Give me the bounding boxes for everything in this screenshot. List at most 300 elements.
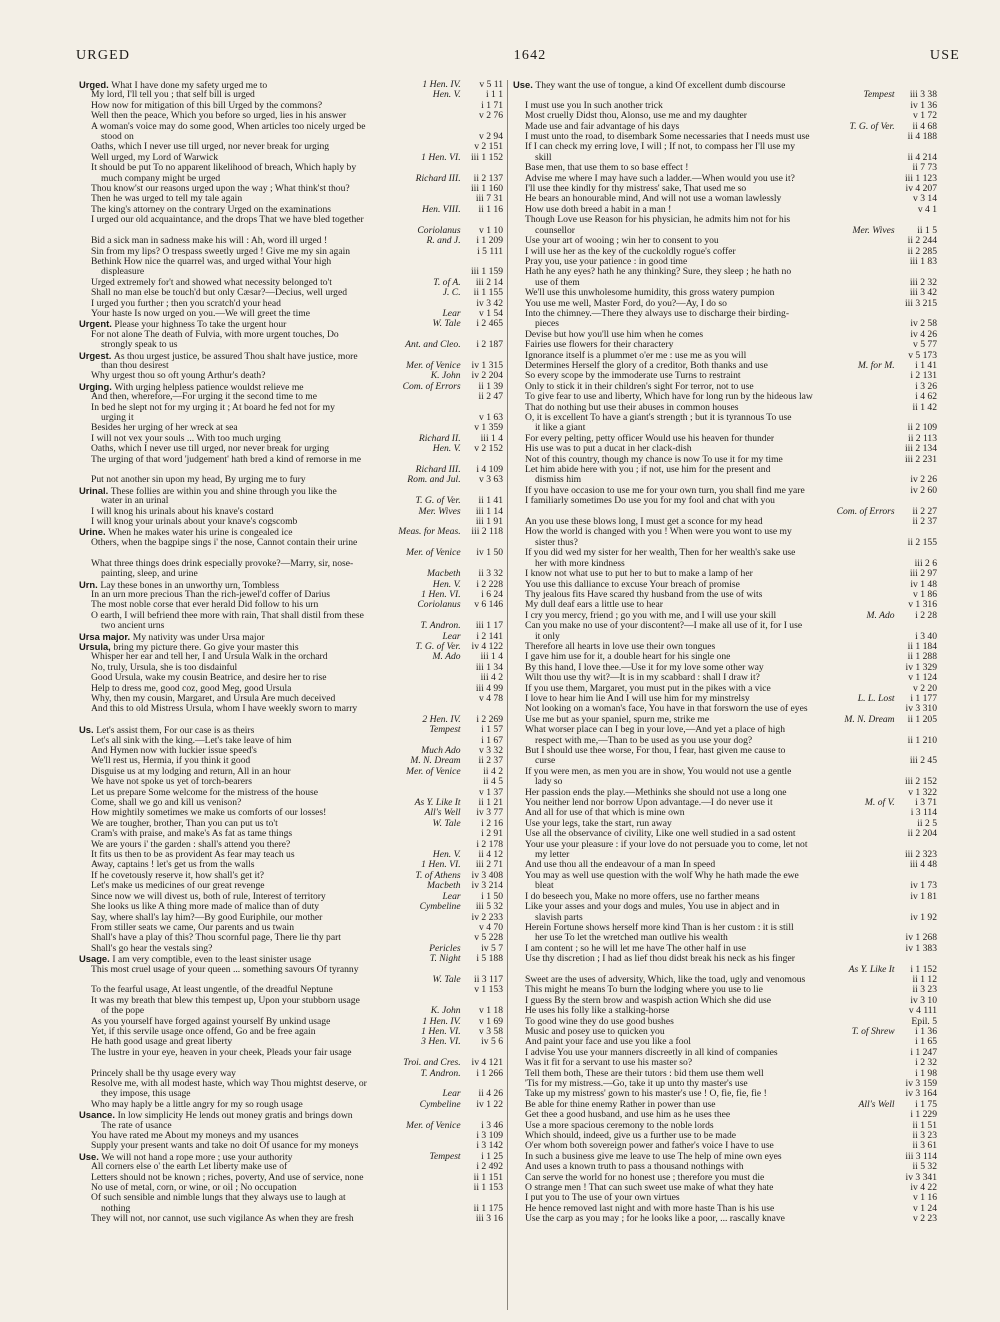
- act-scene-line: iv 2 233: [471, 912, 503, 923]
- concordance-entry: [513, 527, 937, 537]
- play-title: All's Well: [424, 808, 463, 819]
- play-title: M. for M.: [857, 360, 897, 371]
- concordance-entry: [513, 808, 937, 818]
- citation: [893, 684, 937, 694]
- citation: [459, 684, 503, 694]
- quotation-text: I must unto the road, to disembark Some necessaries that I needs must use: [525, 132, 810, 143]
- citation: [416, 1100, 503, 1110]
- quotation-text: From stiller seats we came, Our parents and us twain: [91, 922, 295, 933]
- concordance-entry: [513, 704, 937, 714]
- quotation-text: Herein Fortune shows herself more kind Than is her custom : it is still: [525, 922, 794, 933]
- act-scene-line: v 1 18: [479, 1006, 503, 1017]
- quotation-text: In low simplicity He lends out money gratis and brings down: [117, 1110, 353, 1121]
- quotation-text: Use your legs, take the start, run away: [525, 818, 672, 829]
- quotation-text: Not looking on a woman's face, You have in that forsworn the use of eyes: [525, 704, 808, 715]
- citation: [459, 933, 503, 943]
- quotation-text: Then he was urged to tell my tale again: [91, 194, 243, 205]
- act-scene-line: v 1 24: [913, 1203, 937, 1214]
- act-scene-line: ii 1 155: [473, 288, 503, 299]
- concordance-entry: [513, 403, 937, 413]
- act-scene-line: ii 2 47: [478, 392, 503, 403]
- citation: [459, 829, 503, 839]
- concordance-entry: [513, 340, 937, 350]
- act-scene-line: iii 1 34: [475, 662, 503, 673]
- citation: [411, 871, 503, 881]
- concordance-entry: [513, 413, 937, 423]
- citation: [438, 1089, 503, 1099]
- quotation-text: Like your asses and your dogs and mules, You use in abject and in: [525, 902, 780, 913]
- act-scene-line: ii 1 151: [473, 1172, 503, 1183]
- citation: [425, 944, 503, 954]
- concordance-entry: [513, 278, 937, 288]
- citation: [893, 590, 937, 600]
- concordance-entry: [513, 1162, 937, 1172]
- play-title: Lear: [442, 631, 463, 642]
- citation: [893, 580, 937, 590]
- headword: Use.: [513, 80, 536, 90]
- concordance-entry: [79, 1121, 503, 1131]
- concordance-entry: [513, 548, 937, 558]
- quotation-text: Ignorance itself is a plummet o'er me : use me as you will: [525, 350, 747, 361]
- quotation-text: We are yours i' the garden : shall's attend you there?: [91, 839, 291, 850]
- quotation-text: For every pelting, petty officer Would use his heaven for thunder: [525, 433, 775, 444]
- act-scene-line: v 1 10: [479, 225, 503, 236]
- act-scene-line: ii 1 205: [907, 714, 937, 725]
- play-title: 3 Hen. VI.: [421, 1037, 463, 1048]
- concordance-entry: [513, 434, 937, 444]
- quotation-text: Letters should not be known ; riches, poverty, And use of service, none: [91, 1172, 364, 1183]
- citation: [893, 829, 937, 839]
- citation: [412, 465, 503, 475]
- concordance-entry: [513, 736, 937, 746]
- citation: [418, 715, 503, 725]
- act-scene-line: Epil. 5: [911, 1016, 937, 1027]
- quotation-text: slavish parts: [535, 912, 583, 923]
- quotation-text: And paint your face and use you like a fool: [525, 1037, 691, 1048]
- quotation-text: I will not vex your souls ... With too much urging: [91, 433, 281, 444]
- act-scene-line: i 2 178: [476, 839, 503, 850]
- quotation-text: stood on: [101, 132, 134, 143]
- concordance-entry: [79, 881, 503, 891]
- concordance-entry: [513, 725, 937, 735]
- quotation-text: These follies are within you and shine through you like the: [110, 485, 337, 497]
- quotation-text: If he covetously reserve it, how shall's get it?: [91, 870, 265, 881]
- play-title: M. Ado: [866, 610, 897, 621]
- citation: [893, 652, 937, 662]
- quotation-text: counsellor: [535, 225, 575, 236]
- quotation-text: Others, when the bagpipe sings i' the nose, Cannot contain their urine: [91, 537, 358, 548]
- concordance-entry: [513, 247, 937, 257]
- act-scene-line: i 3 40: [915, 631, 937, 642]
- citation: [893, 257, 937, 267]
- quotation-text: You neither lend nor borrow Upon advantage.—I do never use it: [525, 798, 773, 809]
- concordance-entry: [513, 860, 937, 870]
- quotation-text: Determines Herself the glory of a creditor, Both thanks and use: [525, 360, 768, 371]
- quotation-text: Shall's go hear the vestals sing?: [91, 943, 213, 954]
- citation: [893, 569, 937, 579]
- act-scene-line: iv 3 214: [471, 881, 503, 892]
- act-scene-line: ii 1 51: [912, 1120, 937, 1131]
- play-title: T. of A.: [433, 277, 463, 288]
- quotation-text: I will use her as the key of the cuckoldly rogue's coffer: [525, 246, 736, 257]
- citation: [893, 382, 937, 392]
- concordance-entry: [513, 746, 937, 756]
- play-title: Lear: [442, 1089, 463, 1100]
- citation: [893, 236, 937, 246]
- quotation-text: I urged you further ; then you scratch'd your head: [91, 298, 281, 309]
- concordance-entry: [79, 985, 503, 995]
- act-scene-line: iv 1 22: [476, 1099, 503, 1110]
- citation: [429, 319, 503, 329]
- concordance-entry: [79, 247, 503, 257]
- quotation-text: Let us prepare Some welcome for the mistress of the house: [91, 787, 318, 798]
- citation: [893, 913, 937, 923]
- concordance-entry: [513, 621, 937, 631]
- act-scene-line: iv 1 92: [910, 912, 937, 923]
- left-column: [79, 80, 503, 1225]
- act-scene-line: v 5 77: [913, 340, 937, 351]
- quotation-text: water in an urinal: [101, 496, 169, 507]
- concordance-entry: [513, 1089, 937, 1099]
- concordance-entry: [79, 736, 503, 746]
- right-column: [513, 80, 937, 1225]
- act-scene-line: v 3 14: [913, 194, 937, 205]
- quotation-text: We'll use this unwholesome humidity, this gross watery pumpion: [525, 288, 775, 299]
- act-scene-line: ii 1 153: [473, 1183, 503, 1194]
- play-title: Mer. of Venice: [405, 766, 463, 777]
- citation: [429, 975, 503, 985]
- concordance-entry: [79, 632, 503, 642]
- quotation-text: Lay these bones in an unworthy urn, Tombless: [100, 579, 280, 590]
- act-scene-line: v 1 16: [913, 1193, 937, 1204]
- concordance-entry: [513, 798, 937, 808]
- play-title: T. of Athens: [415, 870, 463, 881]
- concordance-entry: [79, 933, 503, 943]
- act-scene-line: ii 2 27: [912, 506, 937, 517]
- citation: [893, 808, 937, 818]
- play-title: Hen. VIII.: [421, 204, 463, 215]
- concordance-entry: [513, 288, 937, 298]
- quotation-text: In bed he slept not for my urging it ; At board he fed not for my: [91, 402, 335, 413]
- citation: [459, 267, 503, 277]
- citation: [418, 205, 503, 215]
- concordance-entry: [79, 1089, 503, 1099]
- citation: [403, 475, 503, 485]
- quotation-text: I familiarly sometimes Do use you for my fool and chat with you: [525, 496, 775, 507]
- quotation-text: Away, captains ! let's get us from the walls: [91, 860, 255, 871]
- quotation-text: Not of this country, though my chance is now To use it for my time: [525, 454, 783, 465]
- citation: [893, 1162, 937, 1172]
- quotation-text: When he makes water his urine is congealed ice: [108, 527, 293, 538]
- quotation-text: Bid a sick man in sadness make his will : Ah, word ill urged !: [91, 236, 328, 247]
- quotation-text: This might he means To burn the lodging where you use to lie: [525, 985, 763, 996]
- quotation-text: lady so: [535, 777, 563, 788]
- act-scene-line: iv 4 22: [910, 1183, 937, 1194]
- quotation-text: Let him abide here with you ; if not, use him for the present and: [525, 465, 771, 476]
- concordance-entry: [79, 351, 503, 361]
- citation: [417, 1037, 503, 1047]
- concordance-entry: [513, 517, 937, 527]
- quotation-text: pieces: [535, 319, 559, 330]
- citation: [413, 600, 503, 610]
- citation: [459, 517, 503, 527]
- concordance-entry: [513, 632, 937, 642]
- concordance-entry: [79, 122, 503, 132]
- quotation-text: they impose, this usage: [101, 1089, 191, 1100]
- play-title: Com. of Errors: [836, 506, 897, 517]
- play-title: Hen. V.: [432, 444, 463, 455]
- citation: [893, 944, 937, 954]
- quotation-text: By this hand, I love thee.—Use it for my love some other way: [525, 662, 764, 673]
- act-scene-line: ii 3 23: [912, 1131, 937, 1142]
- citation: [429, 652, 503, 662]
- quotation-text: He uses his folly like a stalking-horse: [525, 1006, 670, 1017]
- act-scene-line: iv 3 159: [905, 1079, 937, 1089]
- act-scene-line: i 2 28: [915, 610, 937, 621]
- quotation-text: I do beseech you, Make no more offers, use no farther means: [525, 891, 760, 902]
- act-scene-line: i 2 228: [476, 579, 503, 590]
- act-scene-line: ii 1 210: [907, 735, 937, 746]
- citation: [893, 559, 937, 569]
- act-scene-line: ii 4 12: [478, 850, 503, 861]
- citation: [893, 1152, 937, 1162]
- concordance-entry: [513, 184, 937, 194]
- play-title: 1 Hen. VI.: [421, 1026, 463, 1037]
- citation: [893, 736, 937, 746]
- citation: [413, 226, 503, 236]
- act-scene-line: i 1 36: [915, 1026, 937, 1037]
- quotation-text: It should be put To no apparent likelihood of breach, Which haply by: [91, 163, 357, 174]
- quotation-text: So every scope by the immoderate use Turns to restraint: [525, 371, 741, 382]
- concordance-entry: [513, 1100, 937, 1110]
- concordance-entry: [513, 1037, 937, 1047]
- act-scene-line: i 3 142: [476, 1141, 503, 1152]
- quotation-text: In an urn more precious Than the rich-jewel'd coffer of Darius: [91, 589, 330, 600]
- act-scene-line: v 1 54: [479, 308, 503, 319]
- concordance-entry: [79, 340, 503, 350]
- play-title: Rom. and Jul.: [407, 475, 463, 486]
- play-title: Richard II.: [418, 433, 463, 444]
- citation: [429, 90, 503, 100]
- concordance-entry: [513, 174, 937, 184]
- quotation-text: Most cruelly Didst thou, Alonso, use me and my daughter: [525, 111, 747, 122]
- act-scene-line: v 1 359: [474, 423, 503, 434]
- citation: [459, 413, 503, 423]
- header-left-headword: URGED: [76, 48, 131, 63]
- quotation-text: And use thou all the endeavour of a man In speed: [525, 860, 716, 871]
- citation: [459, 194, 503, 204]
- act-scene-line: iii 3 215: [905, 298, 937, 309]
- concordance-entry: [79, 1037, 503, 1047]
- quotation-text: it like a giant: [535, 423, 586, 434]
- quotation-text: And Hymen now with luckier issue speed's: [91, 746, 257, 756]
- play-title: Coriolanus: [417, 600, 463, 611]
- citation: [893, 444, 937, 454]
- act-scene-line: v 1 316: [908, 600, 937, 611]
- concordance-entry: [513, 330, 937, 340]
- act-scene-line: i 1 209: [476, 236, 503, 247]
- act-scene-line: v 2 94: [479, 132, 503, 143]
- citation: [417, 746, 503, 756]
- concordance-entry: [513, 236, 937, 246]
- concordance-entry: [79, 808, 503, 818]
- act-scene-line: i 2 91: [481, 829, 503, 840]
- concordance-entry: [79, 725, 503, 735]
- play-title: Much Ado: [421, 746, 463, 756]
- citation: [459, 694, 503, 704]
- quotation-text: The urging of that word 'judgement' hath bred a kind of remorse in me: [91, 454, 361, 465]
- concordance-entry: [79, 673, 503, 683]
- headword: Usance.: [79, 1110, 118, 1121]
- headword: Urinal.: [79, 485, 111, 496]
- concordance-entry: [79, 944, 503, 954]
- act-scene-line: iv 3 408: [471, 870, 503, 881]
- citation: [893, 975, 937, 985]
- play-title: Mer. of Venice: [405, 548, 463, 559]
- quotation-text: And then, wherefore,—For urging it the second time to me: [91, 392, 318, 403]
- act-scene-line: ii 2 244: [907, 236, 937, 247]
- act-scene-line: i 2 492: [476, 1162, 503, 1173]
- headword: Urgest.: [79, 350, 114, 361]
- act-scene-line: i 3 26: [915, 381, 937, 392]
- act-scene-line: iii 3 114: [905, 1151, 937, 1162]
- act-scene-line: iv 2 204: [471, 371, 503, 382]
- citation: [459, 423, 503, 433]
- citation: [893, 788, 937, 798]
- quotation-text: I am very comptible, even to the least sinister usage: [112, 954, 312, 965]
- quotation-text: You use this dalliance to excuse Your breach of promise: [525, 579, 740, 590]
- quotation-text: I cry you mercy, friend ; go you with me, and I will use your skill: [525, 610, 777, 621]
- citation: [426, 954, 503, 964]
- citation: [893, 475, 937, 485]
- concordance-entry: [79, 902, 503, 912]
- play-title: T. of Shrew: [851, 1026, 897, 1037]
- quotation-text: This most cruel usage of your queen ... something savours Of tyranny: [91, 964, 359, 975]
- act-scene-line: iv 5 6: [481, 1037, 503, 1048]
- quotation-text: Therefore all hearts in love use their own tongues: [525, 641, 716, 652]
- act-scene-line: iv 1 50: [476, 548, 503, 559]
- concordance-entry: [513, 423, 937, 433]
- act-scene-line: iii 1 152: [471, 152, 503, 163]
- citation: [406, 756, 503, 766]
- citation: [394, 527, 503, 537]
- concordance-entry: [513, 194, 937, 204]
- citation: [438, 632, 503, 642]
- play-title: Mer. Wives: [418, 506, 463, 517]
- concordance-entry: [513, 444, 937, 454]
- concordance-entry: [79, 371, 503, 381]
- quotation-text: He bears an honourable mind, And will not use a woman lawlessly: [525, 194, 782, 205]
- act-scene-line: i 3 46: [481, 1120, 503, 1131]
- play-title: J. C.: [442, 288, 463, 299]
- act-scene-line: iii 7 31: [475, 194, 503, 205]
- quotation-text: My lord, I'll tell you ; that self bill is urged: [91, 90, 255, 101]
- concordance-entry: [79, 819, 503, 829]
- citation: [893, 1141, 937, 1151]
- act-scene-line: iii 2 118: [471, 527, 503, 538]
- act-scene-line: ii 3 117: [474, 974, 503, 985]
- concordance-entry: [79, 642, 503, 652]
- play-title: Macbeth: [427, 881, 463, 892]
- concordance-entry: [513, 205, 937, 215]
- quotation-text: O, it is excellent To have a giant's strength ; but it is tyrannous To use: [525, 413, 792, 423]
- quotation-text: Use the carp as you may ; for he looks like a poor, ... rascally knave: [525, 1214, 785, 1225]
- citation: [893, 111, 937, 121]
- quotation-text: Use your art of wooing ; win her to consent to you: [525, 236, 719, 247]
- concordance-entry: [79, 1141, 503, 1151]
- act-scene-line: v 1 72: [913, 111, 937, 122]
- concordance-entry: [513, 257, 937, 267]
- act-scene-line: ii 2 109: [907, 423, 937, 434]
- citation: [861, 798, 937, 808]
- concordance-entry: [513, 163, 937, 173]
- quotation-text: Princely shall be thy usage every way: [91, 1068, 236, 1079]
- quotation-text: Was it fit for a servant to use his master so?: [525, 1058, 693, 1069]
- act-scene-line: iii 1 123: [905, 173, 937, 184]
- citation: [893, 1131, 937, 1141]
- concordance-entry: [513, 933, 937, 943]
- citation: [893, 704, 937, 714]
- quotation-text: sister thus?: [535, 537, 578, 548]
- concordance-entry: [513, 382, 937, 392]
- act-scene-line: v 5 173: [908, 350, 937, 361]
- concordance-entry: [79, 132, 503, 142]
- quotation-text: I put you to The use of your own virtues: [525, 1193, 680, 1204]
- concordance-entry: [79, 215, 503, 225]
- quotation-text: Your haste Is now urged on you.—We will greet the time: [91, 308, 310, 319]
- quotation-text: Yet, if this servile usage once offend, Go and be free again: [91, 1026, 316, 1037]
- citation: [422, 236, 503, 246]
- concordance-entry: [79, 798, 503, 808]
- headword: Us.: [79, 725, 97, 736]
- act-scene-line: iii 1 14: [475, 506, 503, 517]
- act-scene-line: i 2 32: [915, 1058, 937, 1069]
- play-title: Lear: [442, 308, 463, 319]
- play-title: M. N. Dream: [410, 756, 463, 767]
- quotation-text: How now for mitigation of this bill Urged by the commons?: [91, 100, 323, 111]
- quotation-text: The most noble corse that ever herald Did follow to his urn: [91, 600, 319, 611]
- headword: Urging.: [79, 381, 115, 392]
- citation: [893, 1183, 937, 1193]
- act-scene-line: i 1 229: [910, 1110, 937, 1121]
- citation: [417, 153, 503, 163]
- quotation-text: nothing: [101, 1203, 131, 1214]
- concordance-entry: [513, 954, 937, 964]
- quotation-text: How use doth breed a habit in a man !: [525, 204, 672, 215]
- concordance-entry: [513, 1204, 937, 1214]
- concordance-entry: [79, 590, 503, 600]
- act-scene-line: iii 2 97: [909, 569, 937, 580]
- act-scene-line: ii 1 21: [478, 798, 503, 809]
- act-scene-line: iv 1 268: [905, 933, 937, 944]
- citation: [893, 860, 937, 870]
- act-scene-line: iii 3 42: [909, 288, 937, 299]
- play-title: Lear: [442, 891, 463, 902]
- concordance-entry: [513, 611, 937, 621]
- act-scene-line: ii 1 5: [917, 225, 937, 236]
- act-scene-line: ii 2 37: [478, 756, 503, 767]
- act-scene-line: v 1 86: [913, 589, 937, 600]
- concordance-entry: [513, 788, 937, 798]
- concordance-entry: [513, 1110, 937, 1120]
- concordance-entry: [513, 892, 937, 902]
- concordance-entry: [79, 403, 503, 413]
- act-scene-line: ii 1 184: [907, 641, 937, 652]
- quotation-text: Can serve the world for no honest use ; therefore you must die: [525, 1172, 765, 1183]
- act-scene-line: iv 2 26: [910, 475, 937, 486]
- citation: [429, 278, 503, 288]
- quotation-text: her with more kindness: [535, 558, 625, 569]
